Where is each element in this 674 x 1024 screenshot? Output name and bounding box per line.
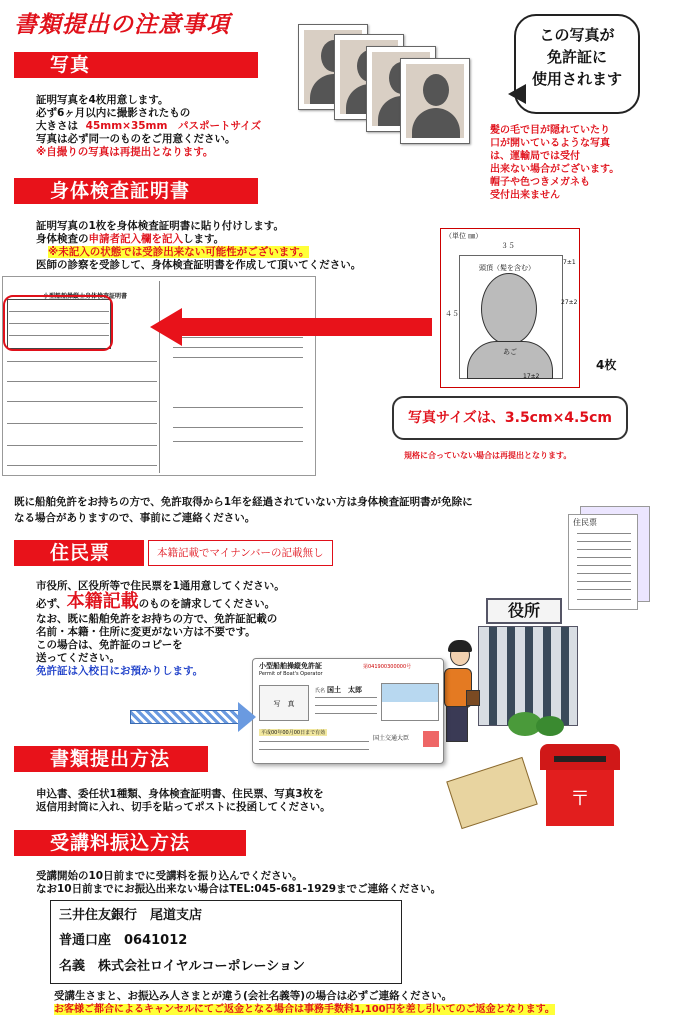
resident-line3: なお、既に船舶免許をお持ちの方で、免許証記載の	[36, 613, 278, 625]
photo-size-line	[36, 120, 316, 133]
photo-line4: 写真は必ず同一のものをご用意ください。	[36, 133, 236, 145]
submit-instructions	[36, 788, 436, 814]
fee-note1: 受講生さまと、お振込み人さまとが違う(会社名義等)の場合は必ずご連絡ください。	[54, 990, 453, 1002]
fee-note2: お客様ご都合によるキャンセルにてご返金となる場合は事務手数料1,100円を差し引いてのご返金となります。	[54, 1004, 555, 1015]
bank-account: 普通口座 0641012	[59, 933, 188, 948]
photo-line5: ※自撮りの写真は再提出となります。	[36, 146, 214, 158]
license-seal	[423, 731, 439, 747]
diagram-height: ４５	[445, 310, 459, 318]
resident-line2	[36, 591, 346, 612]
health-line3: ※未記入の状態では受診出来ない可能性がございます。	[48, 246, 310, 258]
person-bag	[466, 690, 480, 706]
blue-arrow-shaft	[130, 710, 240, 724]
exemption-note: 既に船舶免許をお持ちの方で、免許取得から1年を経過されていない方は身体検査証明書が免除に なる場合がありますので、事前にご連絡ください。	[14, 496, 473, 524]
blue-arrow-head	[238, 702, 256, 732]
bush-2	[536, 716, 564, 736]
diagram-head	[481, 273, 537, 345]
license-valid: 平成00年00月00日まで有効	[261, 730, 326, 736]
health-line2	[36, 233, 436, 246]
health-line1: 証明写真の1枚を身体検査証明書に貼り付けします。	[36, 220, 284, 232]
person-hair	[448, 640, 472, 652]
envelope	[446, 757, 538, 829]
photo-line2: 必ず6ヶ月以内に撮影されたもの	[36, 107, 191, 119]
photo-instructions	[36, 94, 316, 159]
health-line2-pre: 身体検査の	[36, 233, 89, 245]
resident-line7: 免許証は入校日にお預かりします。	[36, 665, 204, 677]
bank-name: 三井住友銀行 尾道支店	[59, 908, 203, 923]
submit-heading: 書類提出方法	[14, 746, 208, 772]
photo-size-value: 45mm×35mm パスポートサイズ	[85, 120, 262, 132]
resident-tag: 本籍記載でマイナンバーの記載無し	[148, 540, 333, 566]
city-hall-label: 役所	[507, 601, 540, 620]
submit-line2: 返信用封筒に入れ、切手を貼ってポストに投函してください。	[36, 801, 331, 813]
health-line2-red: 申請者記入欄を記入	[88, 233, 183, 245]
diagram-7: 7±1	[563, 259, 576, 266]
photo-size-text: 写真サイズは、3.5cm×4.5cm	[408, 410, 612, 426]
resident-line2-pre: 必ず、	[36, 598, 67, 610]
bank-info-box	[50, 900, 402, 984]
resident-line1: 市役所、区役所等で住民票を1通用意してください。	[36, 580, 285, 592]
resident-line4: 名前・本籍・住所に変更がない方は不要です。	[36, 626, 256, 638]
license-subtitle: Permit of Boat's Operator	[259, 671, 323, 677]
doc-title: 小型船舶操縦士身体検査証明書	[43, 293, 128, 300]
fee-line1: 受講開始の10日前までに受講料を振り込んでください。	[36, 870, 303, 882]
health-line2-post: します。	[183, 233, 225, 245]
license-name: 国土 太郎	[327, 686, 362, 694]
license-photo	[259, 685, 309, 721]
juminhyo-label: 住民票	[573, 518, 597, 527]
page-title: 書類提出の注意事項	[14, 12, 230, 38]
photo-size-note: 規格に合っていない場合は再提出となります。	[404, 451, 572, 460]
health-heading: 身体検査証明書	[14, 178, 258, 204]
resident-line5: この場合は、免許証のコピーを	[36, 639, 183, 651]
health-instructions	[36, 220, 436, 272]
bank-holder: 名義 株式会社ロイヤルコーポレーション	[59, 959, 305, 974]
license-issuer: 国土交通大臣	[373, 735, 410, 742]
diagram-top-label: 頭頂（髪を含む）	[479, 264, 535, 272]
resident-line2-big: 本籍記載	[66, 591, 139, 612]
postal-mark-icon: 〒	[570, 786, 590, 810]
juminhyo-front	[568, 514, 638, 610]
fee-notes	[54, 990, 664, 1016]
license-name-label: 氏名	[315, 688, 326, 694]
license-title: 小型船舶操縦免許証	[259, 662, 322, 670]
diagram-17: 17±2	[523, 373, 540, 380]
fee-instructions	[36, 870, 596, 896]
sample-photo-4	[400, 58, 470, 144]
submit-line1: 申込書、委任状1種類、身体検査証明書、住民票、写真3枚を	[36, 788, 324, 800]
health-certificate-doc	[2, 276, 316, 476]
fee-heading: 受講料振込方法	[14, 830, 246, 856]
red-arrow-head	[150, 308, 182, 346]
mailbox-slot	[554, 756, 606, 762]
diagram-27: 27±2	[561, 299, 578, 306]
city-hall-sign	[486, 598, 562, 624]
photo-heading: 写真	[14, 52, 258, 78]
resident-line2-post: のものを請求してください。	[138, 598, 276, 610]
license-photo-label: 写 真	[273, 700, 295, 708]
diagram-width: ３５	[501, 242, 515, 250]
photo-count: 4枚	[596, 358, 617, 372]
photo-warning: 髪の毛で目が隠れていたり 口が開いているような写真 は、運輸局では受付 出来ない場合がございます。 帽子や色つきメガネも 受付出来ません	[490, 125, 620, 201]
resident-line6: 送ってください。	[36, 652, 120, 664]
boat-license-card	[252, 658, 444, 764]
fee-line2: なお10日前までにお振込出来ない場合はTEL:045-681-1929までご連絡ください。	[36, 883, 442, 895]
diagram-chin-label: あご	[503, 348, 517, 356]
photo-line1: 証明写真を4枚用意します。	[36, 94, 169, 106]
person-legs	[446, 706, 468, 742]
diagram-unit: （単位 ㎜）	[445, 232, 483, 240]
photo-size-diagram	[440, 228, 580, 388]
city-hall-building	[478, 626, 578, 726]
photo-size-box	[392, 396, 628, 440]
speech-bubble-text: この写真が 免許証に 使用されます	[531, 26, 622, 88]
resident-heading: 住民票	[14, 540, 144, 566]
mailbox-body	[546, 770, 614, 826]
license-class-box	[381, 683, 439, 721]
photo-size-prefix: 大きさは	[36, 120, 78, 132]
red-arrow-shaft	[180, 318, 432, 336]
license-number: 第041900300000号	[363, 664, 412, 670]
health-line4: 医師の診察を受診して、身体検査証明書を作成して頂いてください。	[36, 259, 362, 271]
